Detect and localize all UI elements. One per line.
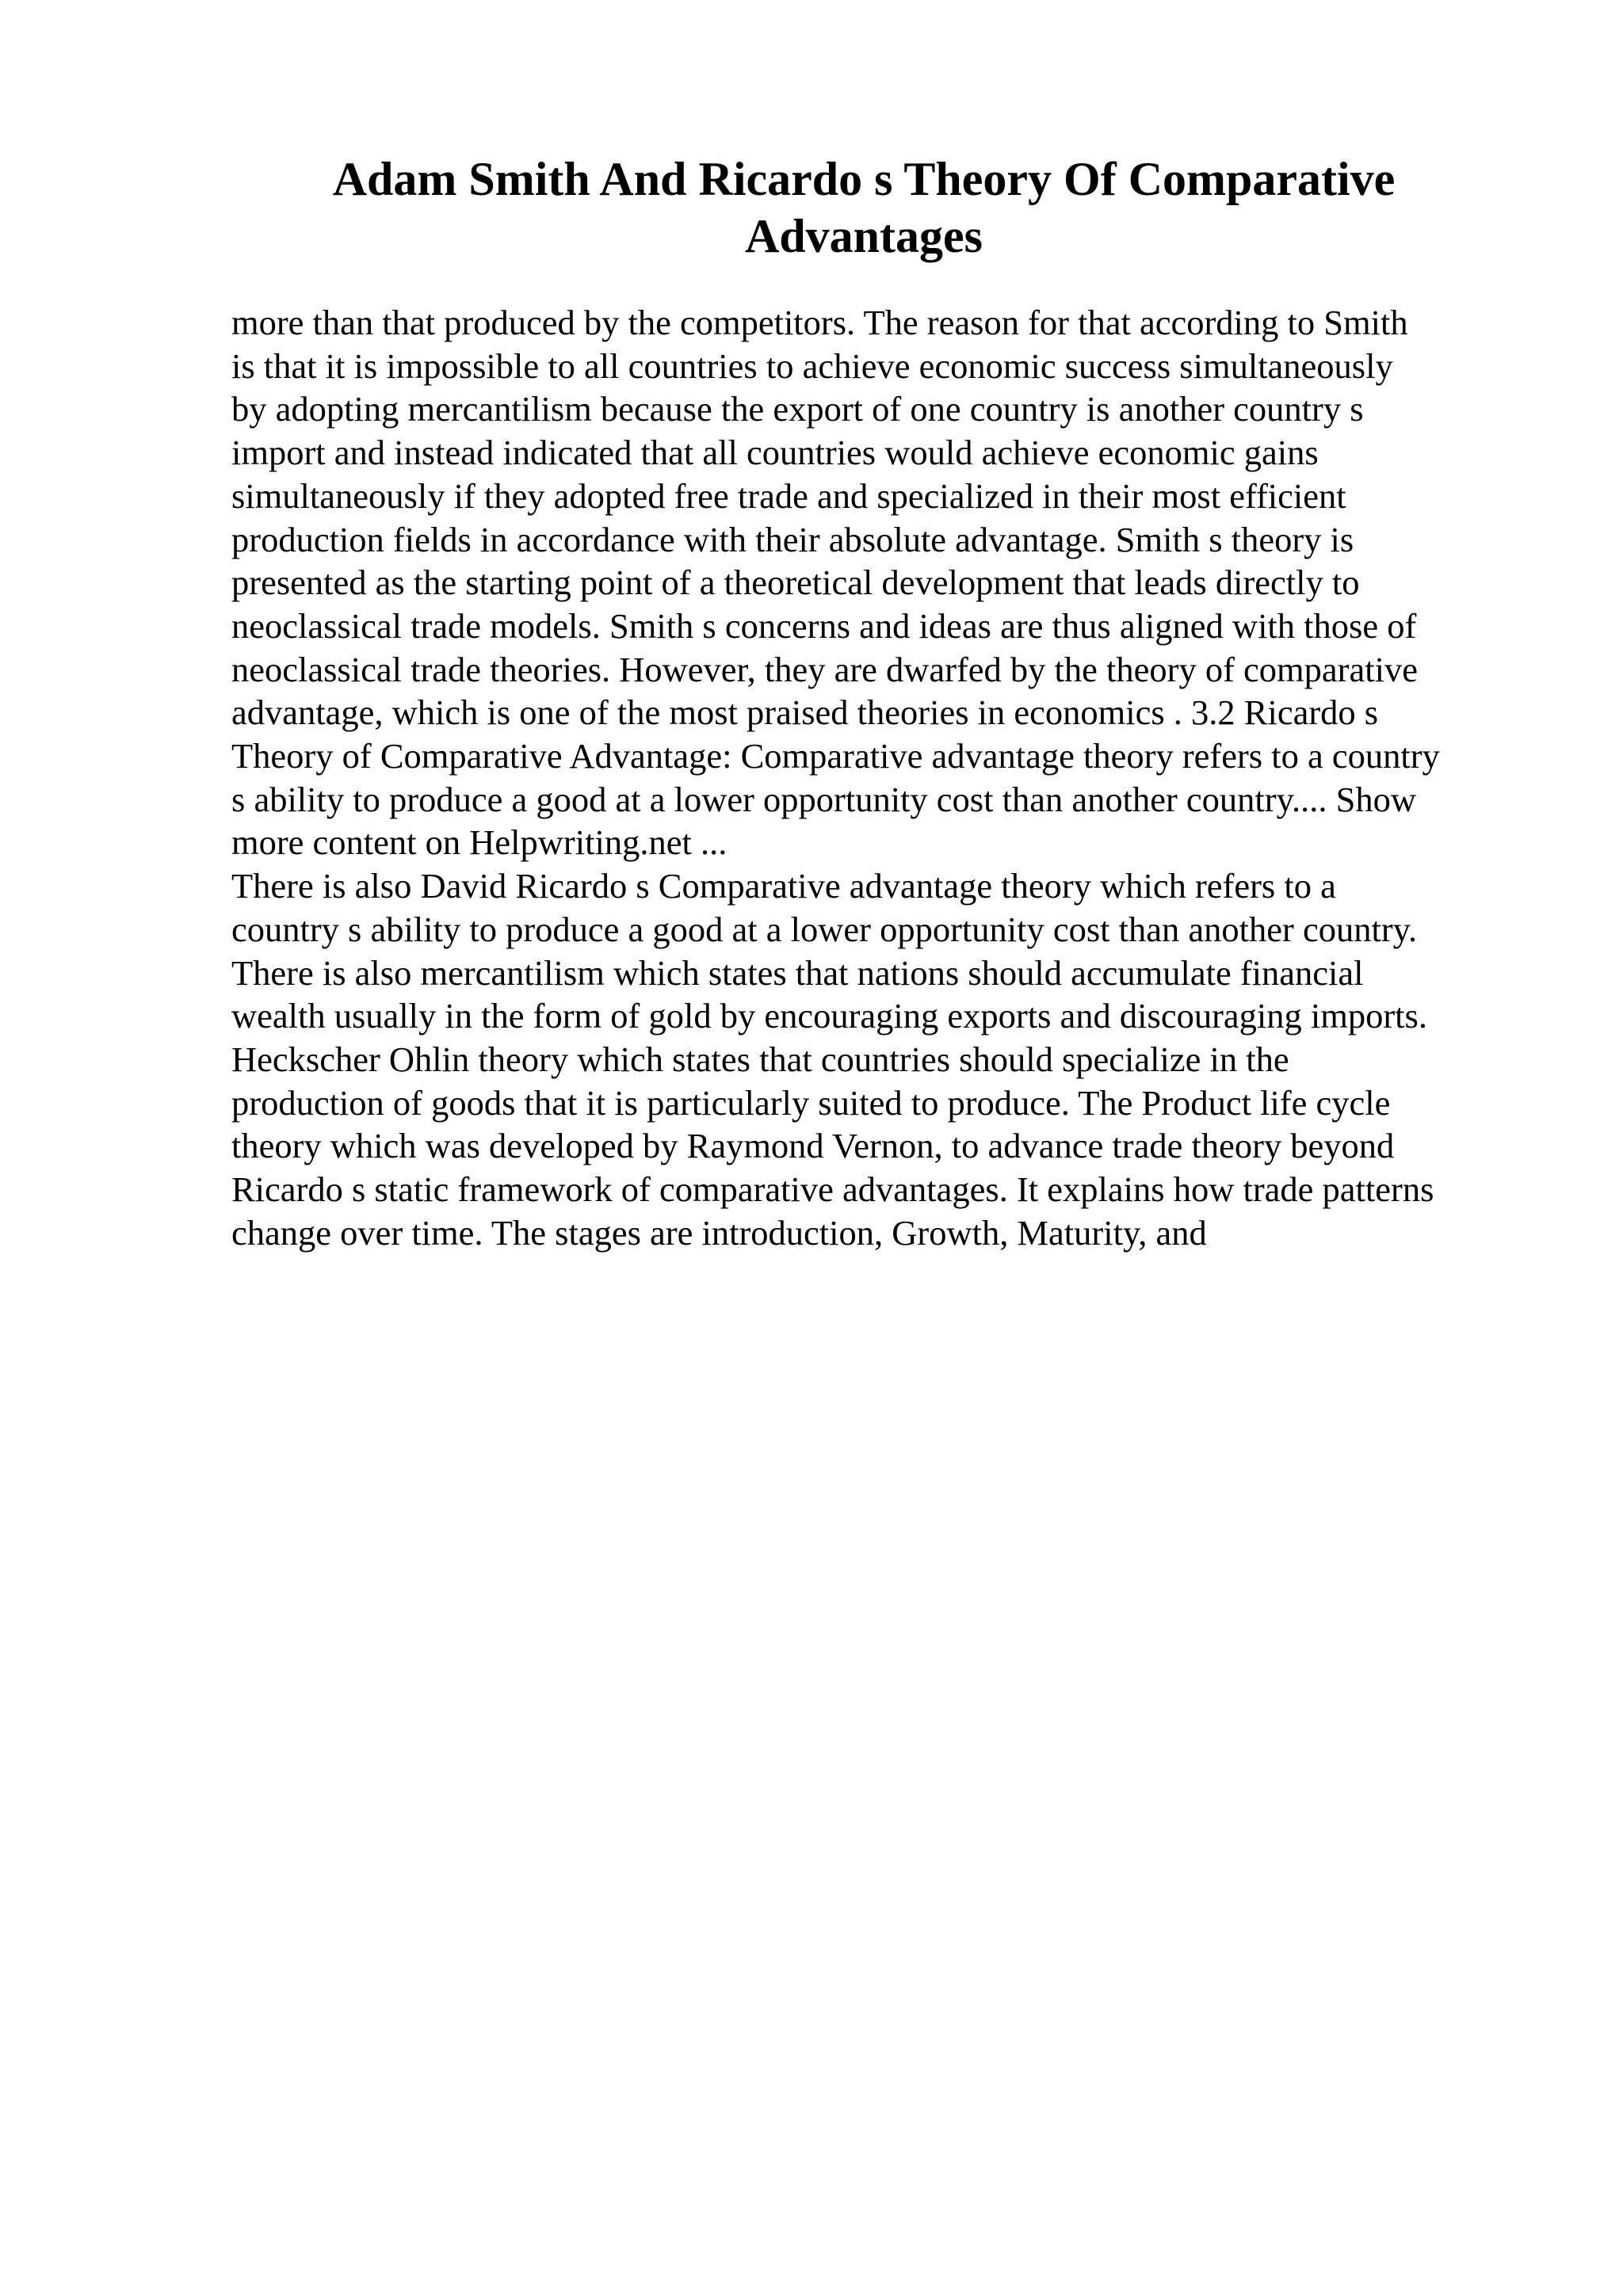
body-line: Ricardo s static framework of comparative advantages. It explains how trade patterns [231,1169,1434,1210]
body-line: There is also mercantilism which states that nations should accumulate financial [231,952,1364,993]
body-line: wealth usually in the form of gold by encouraging exports and discouraging imports. [231,996,1427,1036]
document-body [231,301,1507,1254]
body-line: more content on Helpwriting.net ... [231,822,727,863]
body-line: There is also David Ricardo s Comparative advantage theory which refers to a [231,866,1336,906]
body-line: s ability to produce a good at a lower opportunity cost than another country.... Show [231,779,1416,819]
body-line: country s ability to produce a good at a lower opportunity cost than another country. [231,909,1418,949]
body-line: simultaneously if they adopted free trade and specialized in their most efficient [231,475,1346,516]
body-line: production fields in accordance with their absolute advantage. Smith s theory is [231,519,1354,559]
body-line: production of goods that it is particularly suited to produce. The Product life cycle [231,1082,1391,1123]
body-line: neoclassical trade theories. However, they are dwarfed by the theory of comparative [231,649,1418,689]
body-line: by adopting mercantilism because the export of one country is another country s [231,389,1364,429]
title-line: Advantages [744,210,983,262]
body-line: is that it is impossible to all countries to achieve economic success simultaneously [231,345,1393,386]
document-title [230,151,1498,265]
body-line: advantage, which is one of the most praised theories in economics . 3.2 Ricardo s [231,692,1379,733]
body-line: presented as the starting point of a theoretical development that leads directly to [231,563,1360,603]
body-line: theory which was developed by Raymond Vernon, to advance trade theory beyond [231,1126,1395,1166]
body-line: Theory of Comparative Advantage: Comparative advantage theory refers to a country [231,736,1440,776]
body-line: import and instead indicated that all countries would achieve economic gains [231,433,1319,473]
body-line: neoclassical trade models. Smith s concerns and ideas are thus aligned with those of [231,605,1417,646]
title-line: Adam Smith And Ricardo s Theory Of Comparative [332,153,1396,205]
body-line: more than that produced by the competitors. The reason for that according to Smith [231,303,1408,342]
body-line: change over time. The stages are introduction, Growth, Maturity, and [231,1212,1207,1253]
body-line: Heckscher Ohlin theory which states that countries should specialize in the [231,1039,1289,1079]
